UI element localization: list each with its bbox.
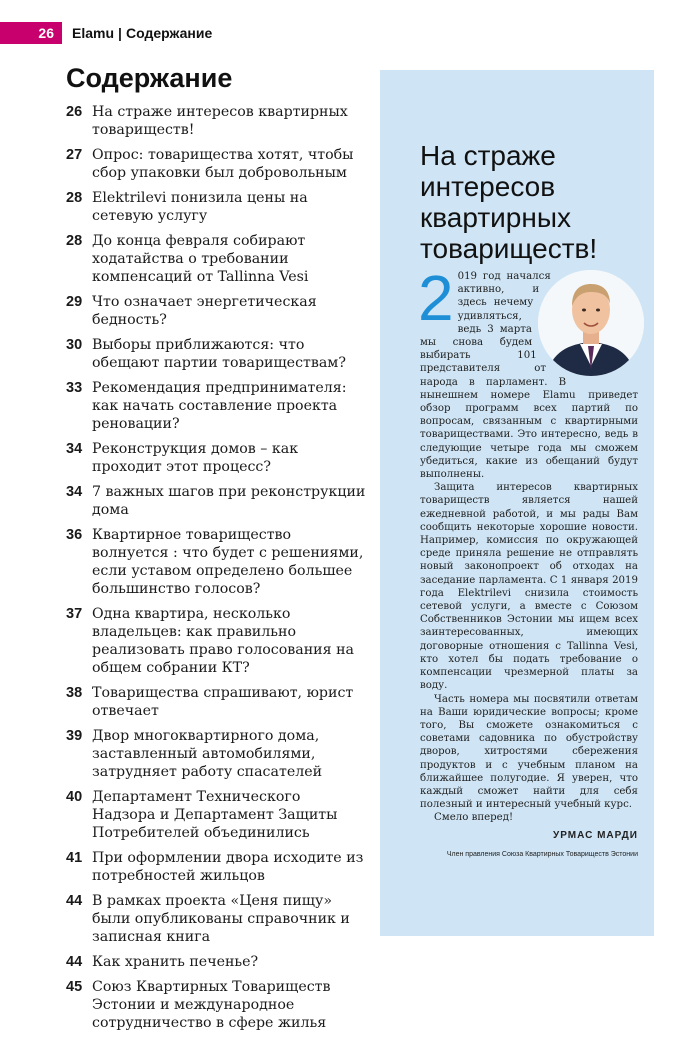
article-body <box>418 262 638 861</box>
toc-entry-title: Одна квартира, несколько владельцев: как правильно реализовать право голосования на общем собрании КТ? <box>92 606 354 676</box>
toc-page: 44 <box>66 954 83 970</box>
author-name: УРМАС МАРДИ <box>553 829 638 841</box>
toc-item[interactable] <box>66 336 366 372</box>
toc-item[interactable] <box>66 440 366 476</box>
toc-entry-title: Как хранить печенье? <box>92 954 259 970</box>
toc-entry-title: 7 важных шагов при реконструкции дома <box>92 484 366 518</box>
magazine-brand: Elamu <box>72 25 115 41</box>
toc-page: 44 <box>66 893 83 909</box>
toc-entry-title: Квартирное товарищество волнуется : что будет с решениями, если уставом определено большее большинство голосов? <box>92 527 364 597</box>
toc-item[interactable] <box>66 103 366 139</box>
page-header <box>0 22 700 44</box>
toc-page: 40 <box>66 789 83 805</box>
toc-page: 41 <box>66 850 83 866</box>
toc-page: 39 <box>66 728 83 744</box>
toc-page: 27 <box>66 147 83 163</box>
toc-entry-title: Что означает энергетическая бедность? <box>92 294 317 328</box>
toc-entry-title: Двор многоквартирного дома, заставленный автомобилями, затрудняет работу спасателей <box>92 728 323 780</box>
toc-item[interactable] <box>66 892 366 946</box>
toc-page: 28 <box>66 190 83 206</box>
toc-entry-title: В рамках проекта «Ценя пищу» были опубликованы справочник и записная книга <box>92 893 350 945</box>
author-role: Член правления Союза Квартирных Товариществ Эстонии <box>446 850 638 858</box>
toc-title: Содержание <box>66 63 233 93</box>
toc-entry-title: На страже интересов квартирных товариществ! <box>92 104 348 138</box>
toc-item[interactable] <box>66 727 366 781</box>
toc-item[interactable] <box>66 849 366 885</box>
article-title: На страже интересов квартирных товариществ! <box>420 140 598 264</box>
toc-item[interactable] <box>66 788 366 842</box>
toc-entry-title: Товарищества спрашивают, юрист отвечает <box>92 685 354 719</box>
header-separator: | <box>118 25 122 41</box>
toc-entry-title: Рекомендация предпринимателя: как начать составление проекта реновации? <box>92 380 347 432</box>
editorial-panel <box>380 70 654 936</box>
toc-page: 34 <box>66 484 83 500</box>
toc-item[interactable] <box>66 953 366 971</box>
toc-page: 29 <box>66 294 83 310</box>
toc-item[interactable] <box>66 526 366 598</box>
toc-page: 33 <box>66 380 83 396</box>
toc-page: 28 <box>66 233 83 249</box>
section-name: Содержание <box>126 25 213 41</box>
toc-page: 34 <box>66 441 83 457</box>
toc-item[interactable] <box>66 978 366 1032</box>
toc-page: 30 <box>66 337 83 353</box>
article-closing: Смело вперед! <box>434 812 514 824</box>
toc-entry-title: Elektrilevi понизила цены на сетевую услугу <box>92 190 308 224</box>
article-paragraph: 019 год начался активно, и здесь нечему удивляться, ведь 3 марта мы снова будем выбирать 101 представителя от народа в парламент. В нынешнем номере Elamu приведет обзор программ всех партий по вопросам, связанным с квартирными товариществами. Это интересно, ведь в следующие четыре года мы сможем убедиться, какие из обещаний будут выполнены. <box>420 271 638 481</box>
toc-page: 38 <box>66 685 83 701</box>
table-of-contents <box>66 103 366 1039</box>
toc-entry-title: Департамент Технического Надзора и Департамент Защиты Потребителей объединились <box>92 789 338 841</box>
toc-entry-title: До конца февраля собирают ходатайства о требовании компенсаций от Tallinna Vesi <box>92 233 309 285</box>
toc-page: 26 <box>66 104 83 120</box>
toc-item[interactable] <box>66 483 366 519</box>
toc-item[interactable] <box>66 232 366 286</box>
author-portrait <box>538 270 644 376</box>
toc-entry-title: Реконструкция домов – как проходит этот процесс? <box>92 441 299 475</box>
toc-entry-title: Выборы приближаются: что обещают партии товариществам? <box>92 337 346 371</box>
page-number: 26 <box>0 22 62 44</box>
toc-item[interactable] <box>66 379 366 433</box>
toc-entry-title: Опрос: товарищества хотят, чтобы сбор упаковки был добровольным <box>92 147 354 181</box>
toc-item[interactable] <box>66 189 366 225</box>
toc-page: 37 <box>66 606 83 622</box>
toc-item[interactable] <box>66 293 366 329</box>
toc-item[interactable] <box>66 146 366 182</box>
toc-item[interactable] <box>66 684 366 720</box>
toc-page: 36 <box>66 527 83 543</box>
toc-page: 45 <box>66 979 83 995</box>
toc-item[interactable] <box>66 605 366 677</box>
author-photo-icon <box>538 270 644 376</box>
toc-entry-title: При оформлении двора исходите из потребностей жильцов <box>92 850 364 884</box>
article-paragraph: Часть номера мы посвятили ответам на Ваши юридические вопросы; кроме того, Вы сможете ознакомиться с советами садовника по обустройству дворов, хитростями сбережения продуктов и с учебным планом на ближайшее полугодие. Я уверен, что каждый сможет найти для себя полезный и интересный учебный курс. <box>420 693 638 811</box>
drop-cap: 2 <box>418 262 454 334</box>
article-paragraph: Защита интересов квартирных товариществ является нашей ежедневной работой, и мы рады Вам сообщить некоторые хорошие новости. Например, комиссия по окружающей среде приняла решение не отправлять новый законопроект об отходах на заседание парламента. С 1 января 2019 года Elektrilevi снизила стоимость сетевой услуги, а вместе с Союзом Собственников Эстонии мы ищем всех заинтересованных, имеющих договорные отношения с Tallinna Vesi, кто хотел бы подать требование о компенсации чрезмерной платы за воду. <box>420 482 638 692</box>
toc-entry-title: Союз Квартирных Товариществ Эстонии и международное сотрудничество в сфере жилья <box>92 979 331 1031</box>
